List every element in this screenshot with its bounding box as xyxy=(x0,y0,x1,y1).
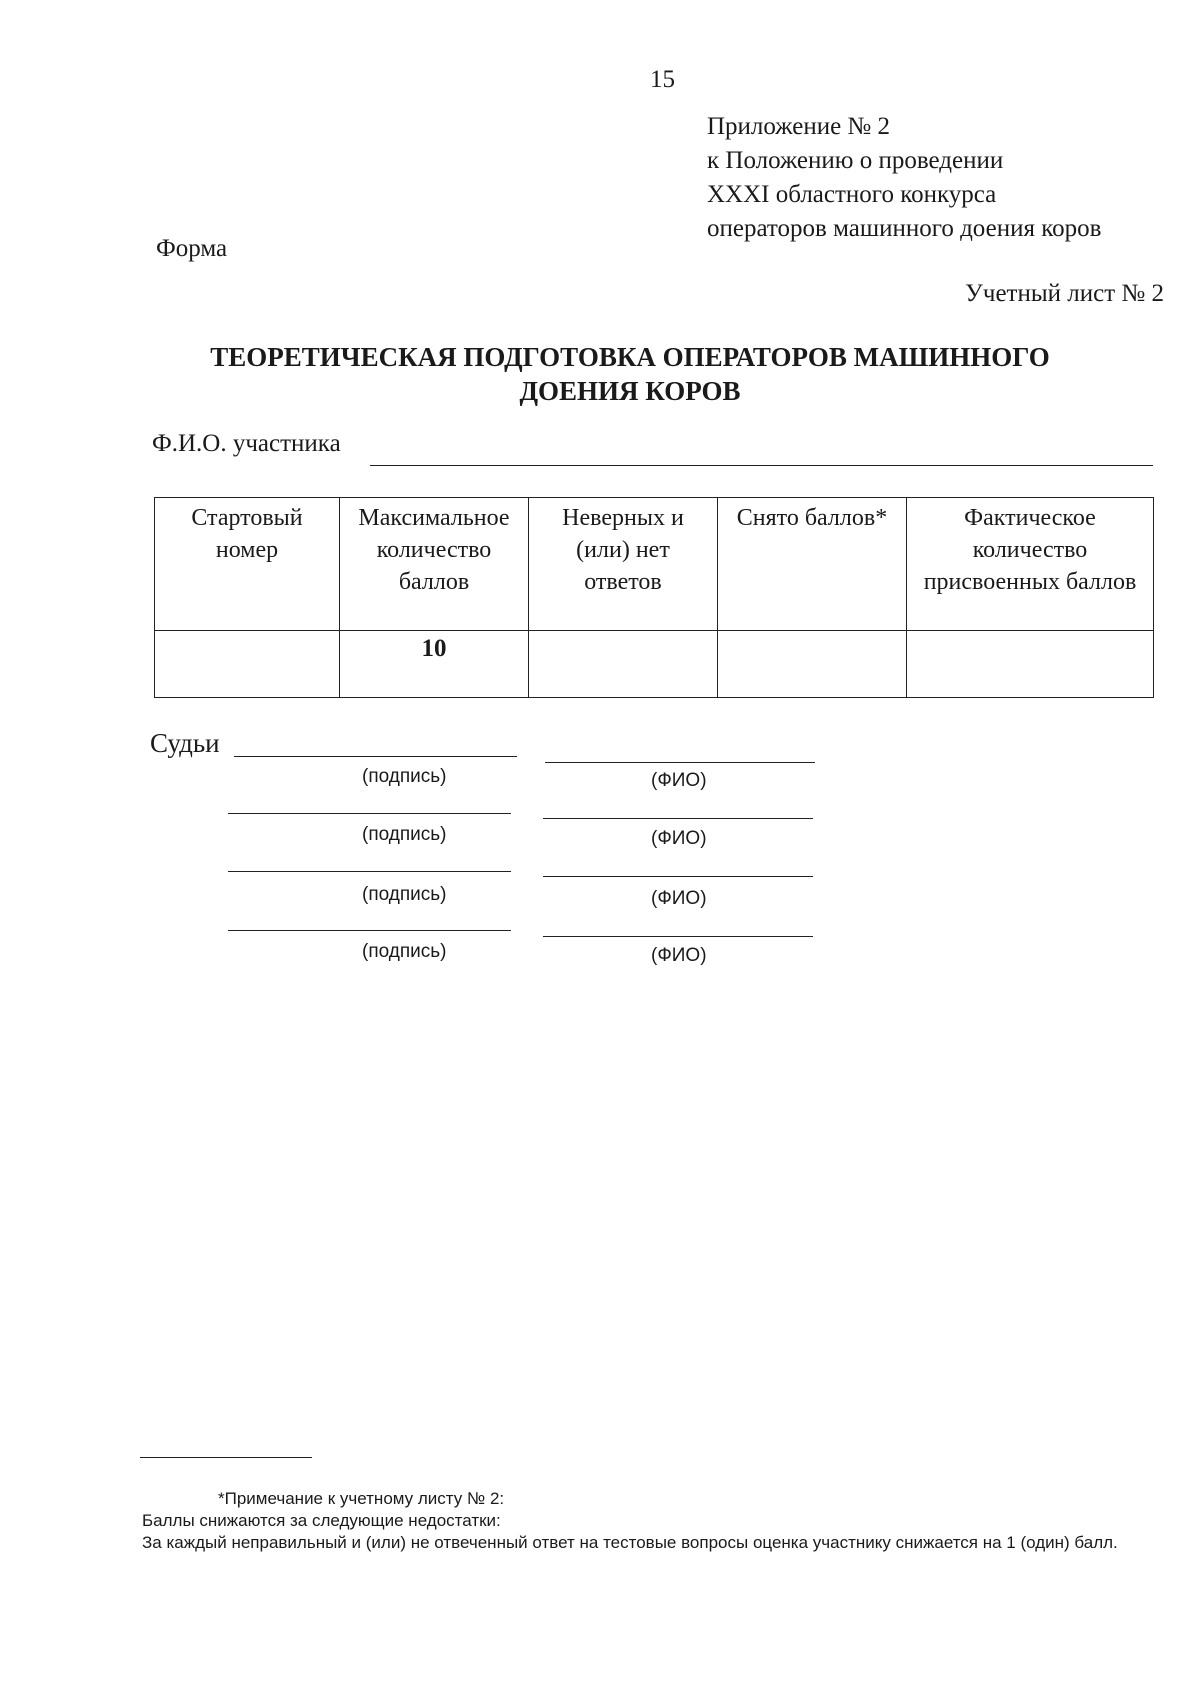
judge-signature-line[interactable] xyxy=(228,930,511,931)
header-actual-points: Фактическое количество присвоенных баллов xyxy=(907,498,1154,631)
header-start-number: Стартовый номер xyxy=(155,498,340,631)
header-points-deducted: Снято баллов* xyxy=(718,498,907,631)
judge-signature-line[interactable] xyxy=(228,813,511,814)
cell-start-number[interactable] xyxy=(155,631,340,698)
judge-name-line[interactable] xyxy=(543,936,813,937)
name-caption: (ФИО) xyxy=(651,945,707,966)
header-max-points: Максимальное количество баллов xyxy=(340,498,529,631)
sheet-label: Учетный лист № 2 xyxy=(965,280,1164,307)
cell-actual-points[interactable] xyxy=(907,631,1154,698)
footnote-divider xyxy=(140,1457,312,1458)
signature-caption: (подпись) xyxy=(362,766,447,787)
appendix-line: к Положению о проведении xyxy=(707,147,1004,174)
name-caption: (ФИО) xyxy=(651,888,707,909)
judge-name-line[interactable] xyxy=(543,818,813,819)
table-header-row xyxy=(155,498,1154,631)
name-caption: (ФИО) xyxy=(651,828,707,849)
appendix-block xyxy=(707,110,1101,246)
signature-caption: (подпись) xyxy=(362,824,447,845)
title-line: ТЕОРЕТИЧЕСКАЯ ПОДГОТОВКА ОПЕРАТОРОВ МАШИННОГО xyxy=(210,342,1050,372)
judges-label: Судьи xyxy=(150,728,220,758)
name-caption: (ФИО) xyxy=(651,770,707,791)
table-row xyxy=(155,631,1154,698)
appendix-line: Приложение № 2 xyxy=(707,113,891,140)
page-number: 15 xyxy=(650,66,675,93)
judge-name-line[interactable] xyxy=(545,762,815,763)
footnote-line: За каждый неправильный и (или) не отвеченный ответ на тестовые вопросы оценка участнику снижается на 1 (один) балл. xyxy=(142,1533,1118,1552)
score-table xyxy=(154,497,1154,698)
cell-wrong-answers[interactable] xyxy=(529,631,718,698)
signature-caption: (подпись) xyxy=(362,941,447,962)
footnote xyxy=(142,1488,1154,1554)
footnote-line: Баллы снижаются за следующие недостатки: xyxy=(142,1511,501,1530)
document-title xyxy=(150,340,1110,408)
form-label: Форма xyxy=(156,235,228,262)
participant-name-field[interactable] xyxy=(370,465,1153,466)
appendix-line: операторов машинного доения коров xyxy=(707,215,1102,242)
participant-label: Ф.И.О. участника xyxy=(152,430,341,457)
judge-signature-line[interactable] xyxy=(228,871,511,872)
appendix-line: XXXI областного конкурса xyxy=(707,181,997,208)
cell-points-deducted[interactable] xyxy=(718,631,907,698)
cell-max-points: 10 xyxy=(340,631,529,698)
judge-name-line[interactable] xyxy=(543,876,813,877)
signature-caption: (подпись) xyxy=(362,884,447,905)
footnote-title: *Примечание к учетному листу № 2: xyxy=(218,1489,505,1508)
header-wrong-answers: Неверных и (или) нет ответов xyxy=(529,498,718,631)
judge-signature-line[interactable] xyxy=(234,756,517,757)
title-line: ДОЕНИЯ КОРОВ xyxy=(519,376,741,406)
